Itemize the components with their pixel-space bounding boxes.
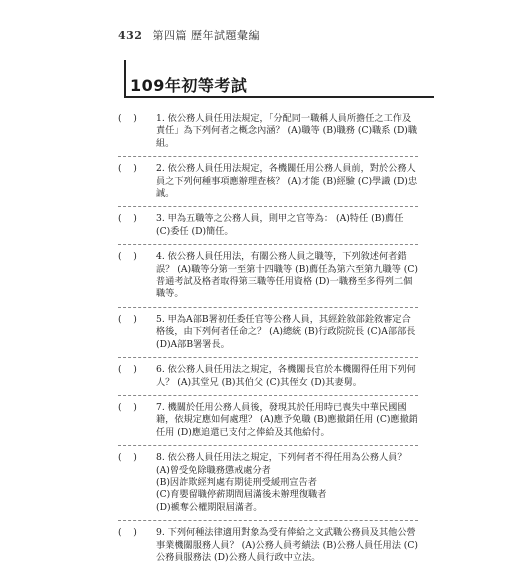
question-text: 2. 依公務人員任用法規定，各機關任用公務人員前，對於公務人員之下列何種事項應辦理查核？ (A)才能 (B)經驗 (C)學識 (D)忠誠。 xyxy=(156,163,418,200)
question-text: 7. 機關於任用公務人員後，發現其於任用時已喪失中華民國國籍，依規定應如何處理？ (A)應予免職 (B)應撤銷任用 (C)應撤銷任用 (D)應追還已支付之俸給及其他給付。 xyxy=(156,401,418,438)
answer-blank: ( ) xyxy=(118,364,137,376)
question-item xyxy=(118,113,418,157)
heading-rule-horizontal xyxy=(124,96,434,98)
question-list xyxy=(118,113,418,576)
heading-rule-vertical xyxy=(124,60,126,96)
answer-blank: ( ) xyxy=(118,213,137,225)
question-text: 4. 依公務人員任用法，有關公務人員之職等，下列敘述何者錯誤？ (A)職等分第一至第十四職等 (B)薦任為第六至第九職等 (C)普通考試及格者取得第三職等任用資格 (D)一職務至多得列二個職等。 xyxy=(156,251,418,300)
question-item xyxy=(118,527,418,570)
question-body xyxy=(156,113,418,150)
question-body xyxy=(156,163,418,200)
question-item xyxy=(118,314,418,358)
question-text: 6. 依公務人員任用法之規定，各機關長官於本機關得任用下列何人？ (A)其堂兄 (B)其伯父 (C)其侄女 (D)其妻舅。 xyxy=(156,364,416,388)
question-body xyxy=(156,213,418,238)
question-option: (D)褫奪公權期限屆滿者。 xyxy=(156,501,263,513)
section-heading xyxy=(100,60,430,110)
question-body xyxy=(156,364,418,389)
answer-blank: ( ) xyxy=(118,251,137,263)
question-item xyxy=(118,163,418,207)
question-option: (B)因詐欺經判處有期徒刑受緩刑宣告者 xyxy=(156,476,317,488)
question-option: (A)曾受免除職務懲戒處分者 xyxy=(156,464,271,476)
question-text: 9. 下列何種法律適用對象為受有俸給之文武職公務員及其他公營事業機關服務人員？ (A)公務人員考績法 (B)公務人員任用法 (C)公務員服務法 (D)公務人員行政中立法。 xyxy=(156,527,418,563)
answer-blank: ( ) xyxy=(118,313,137,325)
question-text: 8. 依公務人員任用法之規定，下列何者不得任用為公務人員？ xyxy=(156,452,407,464)
question-body xyxy=(156,452,418,514)
answer-blank: ( ) xyxy=(118,113,137,124)
page-number: 432 xyxy=(118,29,143,42)
question-text: 1. 依公務人員任用法規定，「分配同一職稱人員所擔任之工作及責任」為下列何者之概念內涵？ (A)職等 (B)職務 (C)職系 (D)職組。 xyxy=(156,113,418,149)
question-item xyxy=(118,402,418,446)
running-title: 第四篇 歷年試題彙編 xyxy=(152,29,260,42)
answer-blank: ( ) xyxy=(118,401,137,413)
question-item xyxy=(118,213,418,245)
answer-blank: ( ) xyxy=(118,452,137,464)
question-item xyxy=(118,364,418,396)
answer-blank: ( ) xyxy=(118,163,137,175)
answer-blank: ( ) xyxy=(118,527,137,539)
question-body xyxy=(156,527,418,564)
question-text: 5. 甲為A部B署初任委任官等公務人員，其經銓敘部銓敘審定合格後，由下列何者任命之？ (A)總統 (B)行政院院長 (C)A部部長 (D)A部B署署長。 xyxy=(156,313,416,350)
question-item xyxy=(118,452,418,521)
question-body xyxy=(156,314,418,351)
question-item xyxy=(118,251,418,308)
page-header xyxy=(118,27,260,43)
section-title: 109年初等考試 xyxy=(130,76,248,95)
question-option: (C)育嬰留職停薪期間屆滿後未辦理復職者 xyxy=(156,489,327,501)
question-text: 3. 甲為五職等之公務人員，則甲之官等為： (A)特任 (B)薦任 (C)委任 (D)簡任。 xyxy=(156,213,404,237)
question-body xyxy=(156,251,418,301)
question-body xyxy=(156,402,418,439)
